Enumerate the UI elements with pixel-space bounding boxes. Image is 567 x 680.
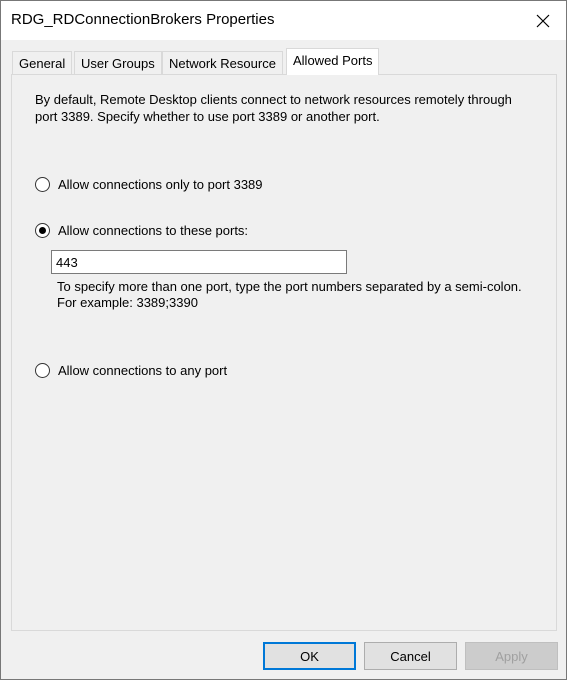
tab-label: Allowed Ports bbox=[293, 53, 373, 68]
apply-button[interactable]: Apply bbox=[465, 642, 558, 670]
panel-description: By default, Remote Desktop clients connect to network resources remotely through port 3389. Specify whether to use port 3389 or another port. bbox=[35, 92, 512, 124]
radio-label: Allow connections only to port 3389 bbox=[58, 177, 263, 192]
radio-any-port[interactable] bbox=[35, 363, 227, 378]
tab-allowed-ports[interactable] bbox=[286, 48, 379, 75]
radio-these-ports[interactable] bbox=[35, 223, 248, 238]
tab-label: User Groups bbox=[81, 56, 155, 71]
title-bar bbox=[1, 1, 566, 40]
allowed-ports-panel bbox=[11, 74, 557, 631]
tab-label: Network Resource bbox=[169, 56, 276, 71]
ports-hint bbox=[57, 279, 547, 311]
ok-button[interactable]: OK bbox=[263, 642, 356, 670]
hint-line-1: To specify more than one port, type the port numbers separated by a semi-colon. bbox=[57, 279, 522, 294]
ports-input[interactable] bbox=[51, 250, 347, 274]
window-title: RDG_RDConnectionBrokers Properties bbox=[11, 11, 275, 28]
tab-label: General bbox=[19, 56, 66, 71]
radio-only-3389[interactable] bbox=[35, 177, 263, 192]
close-button[interactable] bbox=[520, 1, 566, 40]
tab-user-groups[interactable] bbox=[74, 51, 162, 75]
radio-button-checked[interactable] bbox=[35, 223, 50, 238]
tab-general[interactable] bbox=[12, 51, 72, 75]
radio-button-unchecked[interactable] bbox=[35, 177, 50, 192]
tab-network-resource[interactable] bbox=[162, 51, 283, 75]
cancel-button[interactable]: Cancel bbox=[364, 642, 457, 670]
hint-line-2: For example: 3389;3390 bbox=[57, 295, 198, 310]
radio-button-unchecked[interactable] bbox=[35, 363, 50, 378]
close-icon bbox=[536, 14, 550, 28]
radio-label: Allow connections to these ports: bbox=[58, 223, 249, 238]
radio-label: Allow connections to any port bbox=[58, 363, 228, 378]
